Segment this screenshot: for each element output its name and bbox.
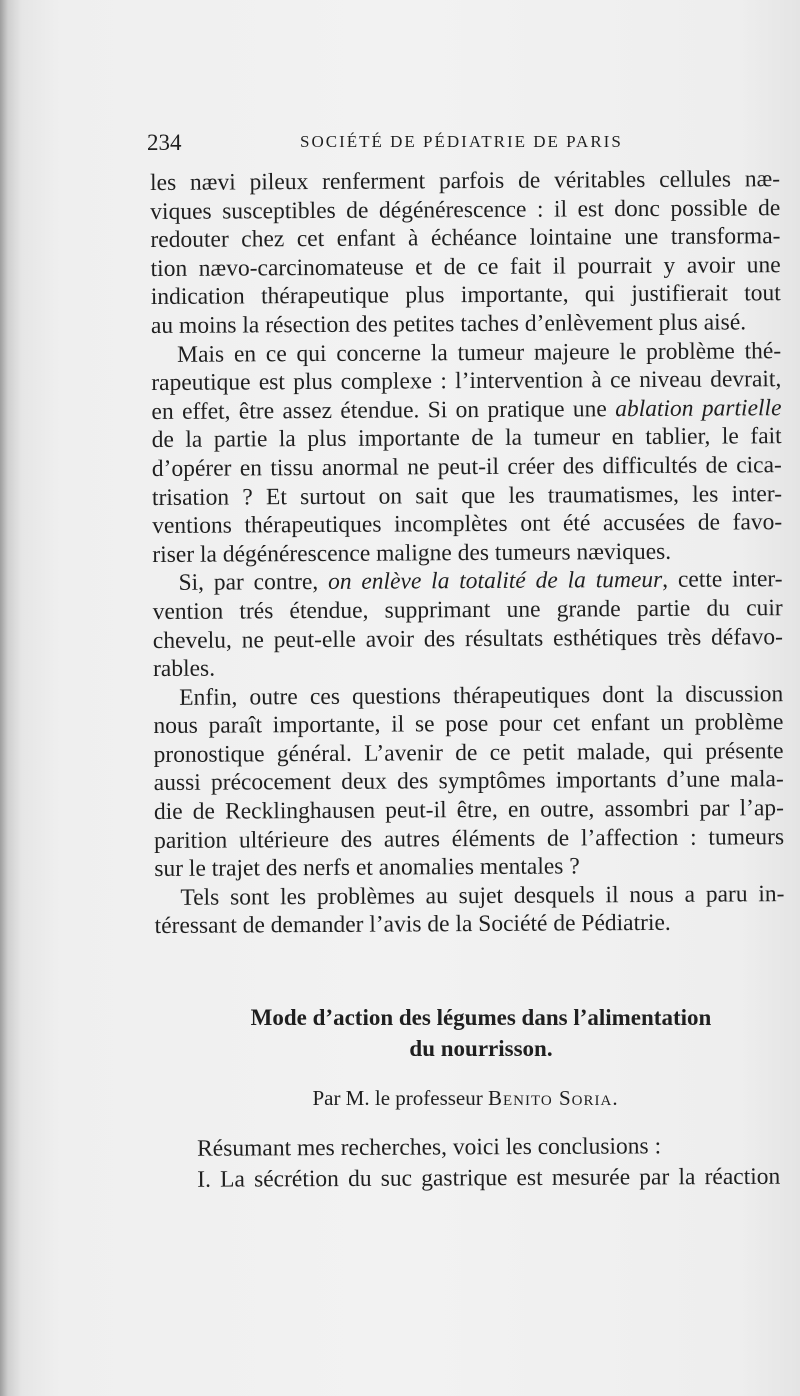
byline-prefix: Par M. le professeur [312,1086,488,1110]
text-line [152,565,782,597]
title-line: du nourrisson. [409,1036,553,1061]
text-line: viques susceptibles de dégénérescence : il est donc possible de [150,194,781,225]
text-line: rapeutique est plus complexe : l’intervention à ce niveau devrait, [151,366,782,397]
text-line: Mais en ce qui concerne la tumeur majeure le problème thé- [177,337,782,368]
text-line: Enfin, outre ces questions thérapeutiques dont la discussion [179,680,784,711]
paragraph [153,680,784,884]
text-line: au moins la résection des petites taches d’enlèvement plus aisé. [150,309,747,339]
new-article-body [150,1131,780,1196]
byline-suffix: . [612,1086,618,1110]
text-line [151,394,781,426]
text-segment: en effet, être assez étendue. Si on pratique une [151,395,616,425]
paragraph [151,337,782,570]
text-line: die de Recklinghausen peut-il être, en outre, assombri par l’ap- [153,795,784,826]
text-line: sur le trajet des nerfs et anomalies mentales ? [154,853,580,883]
italic-text: ablation partielle [615,394,782,422]
text-line: redouter chez cet enfant à échéance lointaine une transforma- [150,223,781,254]
text-line: nous paraît importante, il se pose pour cet enfant un problème [153,709,784,740]
text-line: parition ultérieure des autres éléments de l’affection : tumeurs [154,823,785,854]
author-name: Benito Soria [487,1086,613,1110]
text-line: riser la dégénérescence maligne des tumeurs næviques. [152,538,672,568]
text-line: Résumant mes recherches, voici les conclusions : [197,1133,662,1162]
text-line: Tels sont les problèmes au sujet desquels il nous a paru in- [180,880,785,911]
text-segment: , cette inter- [662,566,783,594]
title-line: Mode d’action des légumes dans l’alimentation [250,1005,712,1030]
text-line: tion nævo-carcinomateuse et de ce fait il pourrait y avoir une [150,251,781,282]
paragraph [152,565,783,683]
text-line: trisation ? Et surtout on sait que les traumatismes, les inter- [151,480,783,511]
text-line: d’opérer en tissu anormal ne peut-il créer des difficultés de cica- [151,452,782,482]
text-line: I. La sécrétion du suc gastrique est mesurée par la réaction [197,1163,781,1193]
text-line: de la partie la plus importante de la tumeur en tablier, le fait [151,423,782,454]
paragraph [154,880,784,941]
text-line: pronostique général. L’avenir de ce petit malade, qui présente [153,738,784,768]
page-number: 234 [147,130,182,155]
text-line: chevelu, ne peut-elle avoir des résultats esthétiques très défavo- [152,623,783,654]
text-line: les nævi pileux renferment parfois de véritables cellules næ- [150,166,781,196]
italic-text: on enlève la totalité de la tumeur [327,567,663,596]
text-line: vention trés étendue, supprimant une grande partie du cuir [152,595,783,625]
text-line: aussi précocement deux des symptômes importants d’une mala- [153,766,784,797]
text-line: téressant de demander l’avis de la Société de Pédiatrie. [154,910,671,940]
text-line: ventions thérapeutiques incomplètes ont été accusées de favo- [152,509,783,540]
byline [150,1084,780,1112]
text-line: indication thérapeutique plus importante, qui justifierait tout [150,280,781,311]
paragraph [150,165,781,340]
running-head: SOCIÉTÉ DE PÉDIATRIE DE PARIS [300,132,623,151]
article-title [166,1002,796,1064]
text-line: rables. [152,655,216,683]
continued-article [150,165,785,941]
text-segment: Si, par contre, [178,569,329,597]
